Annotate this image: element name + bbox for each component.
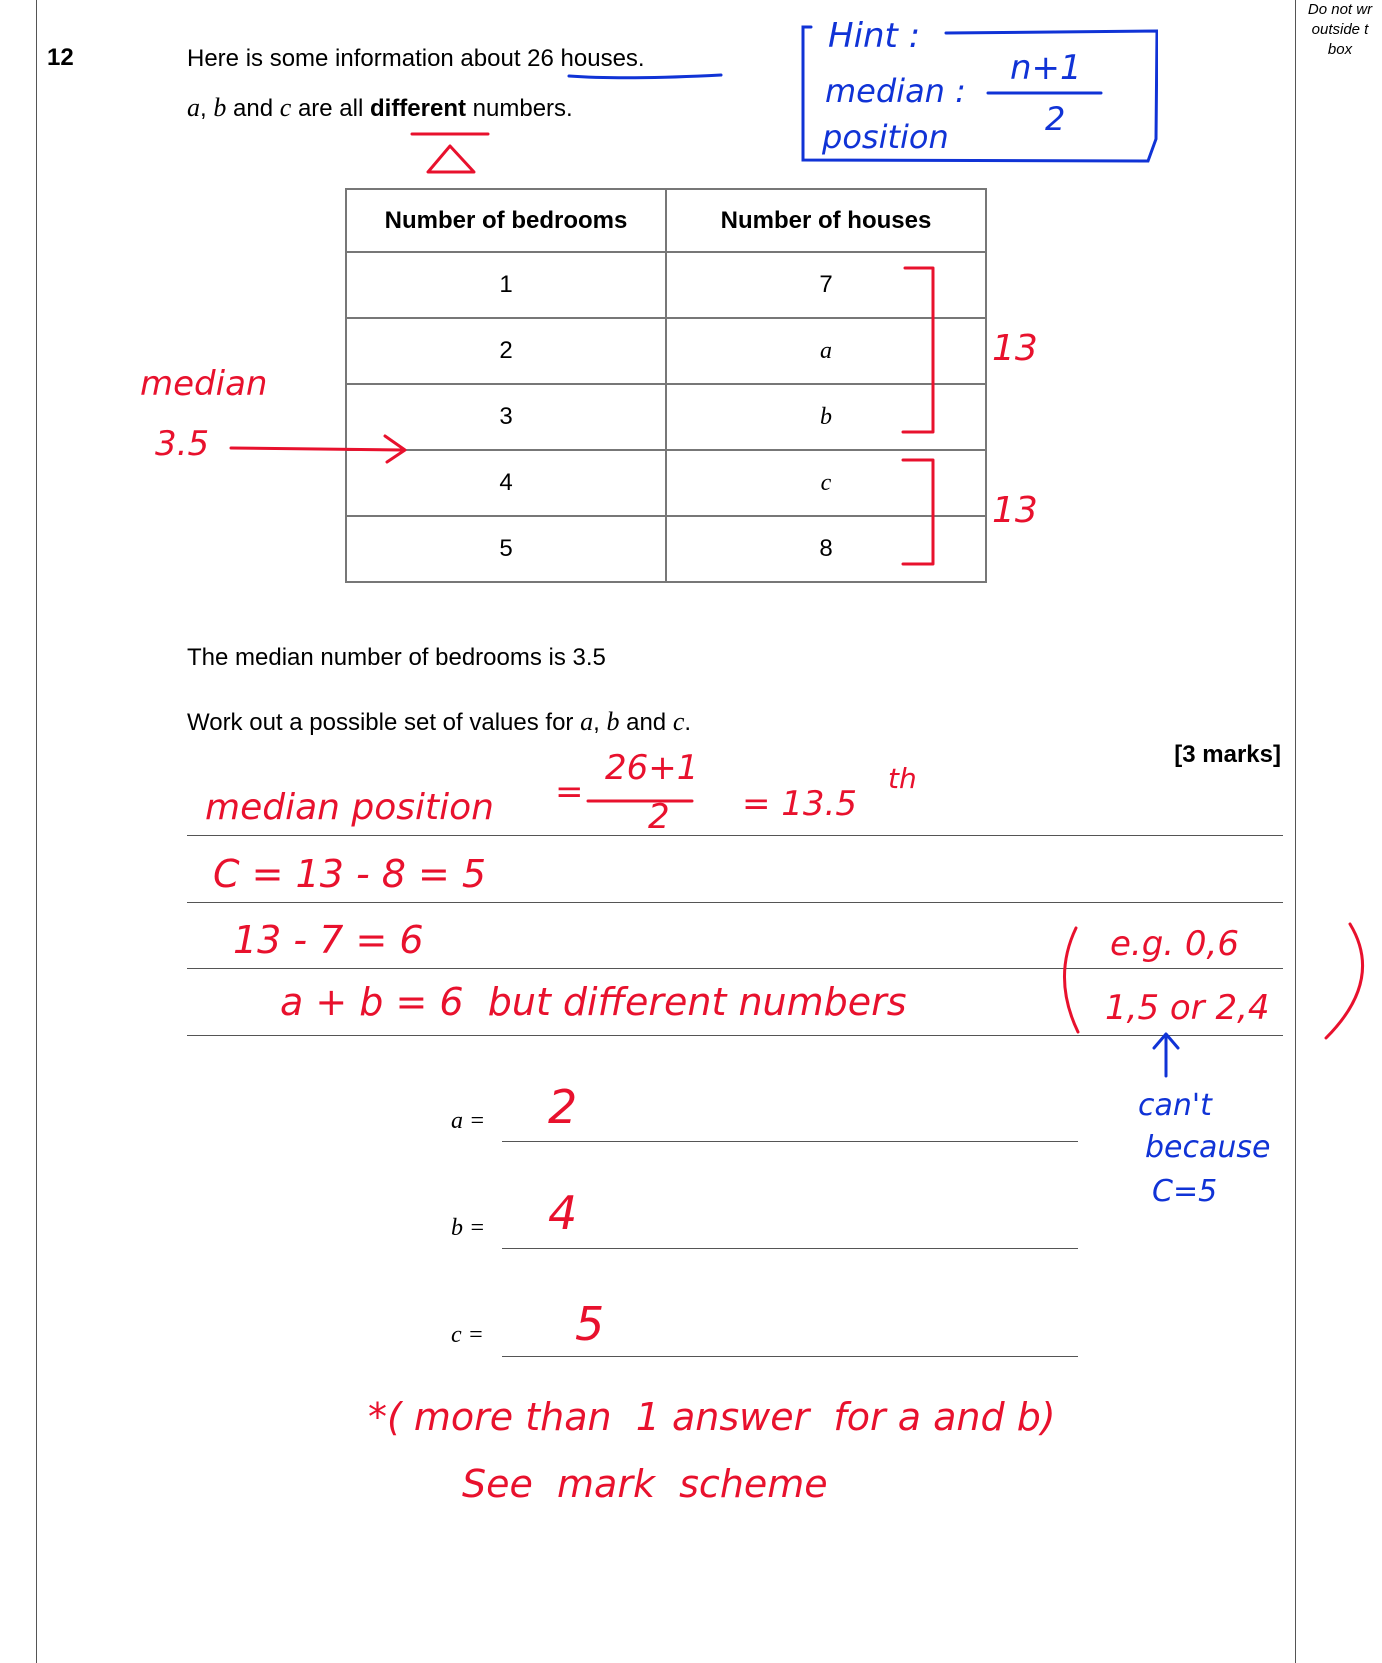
underline-mark bbox=[565, 70, 725, 84]
working-line bbox=[187, 902, 1283, 903]
table-row bbox=[346, 450, 986, 516]
marks-label: [3 marks] bbox=[1174, 741, 1281, 768]
example-line-1: e.g. 0,6 bbox=[1110, 924, 1239, 964]
cant-note-line-3: C=5 bbox=[1152, 1174, 1218, 1209]
question-intro: Here is some information about 26 houses. bbox=[187, 45, 645, 72]
up-arrow-icon bbox=[1148, 1030, 1188, 1080]
working-line-sum: a + b = 6 but different numbers bbox=[280, 980, 907, 1024]
table-cell: 1 bbox=[346, 252, 666, 318]
table-row bbox=[346, 384, 986, 450]
table-cell: 5 bbox=[346, 516, 666, 582]
working-line-subtract: 13 - 7 = 6 bbox=[233, 918, 424, 962]
working-result: = 13.5 bbox=[742, 784, 857, 824]
work-out-instruction: Work out a possible set of values for a, b and c. bbox=[187, 707, 692, 736]
answer-b-label: b = bbox=[451, 1215, 486, 1241]
bracket-total-bottom: 13 bbox=[992, 490, 1038, 531]
answer-c-line[interactable] bbox=[502, 1356, 1078, 1357]
question-number: 12 bbox=[47, 44, 74, 71]
table-cell: b bbox=[666, 384, 986, 450]
left-margin-line bbox=[36, 0, 37, 1663]
working-superscript: th bbox=[888, 762, 917, 795]
hint-denominator: 2 bbox=[1045, 100, 1066, 138]
footnote-line-2: See mark scheme bbox=[462, 1462, 828, 1506]
table-header-row bbox=[346, 189, 986, 252]
table-row bbox=[346, 516, 986, 582]
answer-c-value: 5 bbox=[575, 1297, 605, 1351]
hint-title: Hint : bbox=[828, 16, 921, 56]
arrow-icon bbox=[225, 432, 415, 466]
answer-a-label: a = bbox=[451, 1108, 486, 1134]
table-cell: 4 bbox=[346, 450, 666, 516]
margin-note: Do not wr outside t box bbox=[1307, 1, 1373, 58]
working-line-c: C = 13 - 8 = 5 bbox=[213, 852, 487, 896]
cant-note-line-1: can't bbox=[1138, 1088, 1212, 1123]
hint-median-label: median : bbox=[825, 72, 966, 110]
table-row bbox=[346, 252, 986, 318]
triangle-icon bbox=[400, 128, 500, 178]
answer-b-value: 4 bbox=[548, 1186, 578, 1240]
table-header: Number of houses bbox=[666, 189, 986, 252]
table-cell: 8 bbox=[666, 516, 986, 582]
bracket-mark bbox=[895, 262, 945, 572]
table-row bbox=[346, 318, 986, 384]
table-cell: 2 bbox=[346, 318, 666, 384]
answer-b-line[interactable] bbox=[502, 1248, 1078, 1249]
table-cell: a bbox=[666, 318, 986, 384]
working-numerator: 26+1 bbox=[605, 748, 699, 788]
bracket-total-top: 13 bbox=[992, 328, 1038, 369]
table-header: Number of bedrooms bbox=[346, 189, 666, 252]
side-median-label: median bbox=[140, 364, 268, 404]
hint-position-label: position bbox=[822, 118, 949, 156]
example-line-2: 1,5 or 2,4 bbox=[1105, 988, 1270, 1028]
hint-numerator: n+1 bbox=[1010, 48, 1082, 88]
houses-table bbox=[345, 188, 987, 583]
answer-a-line[interactable] bbox=[502, 1141, 1078, 1142]
working-median-position: median position bbox=[205, 787, 494, 828]
working-line bbox=[187, 835, 1283, 836]
working-denominator: 2 bbox=[648, 797, 670, 837]
table-cell: 3 bbox=[346, 384, 666, 450]
fraction-bar bbox=[585, 797, 695, 805]
right-margin-line bbox=[1295, 0, 1296, 1663]
answer-a-value: 2 bbox=[548, 1080, 578, 1134]
table-cell: 7 bbox=[666, 252, 986, 318]
answer-c-label: c = bbox=[451, 1322, 484, 1348]
table-cell: c bbox=[666, 450, 986, 516]
working-equals: = bbox=[555, 772, 584, 812]
footnote-line-1: *( more than 1 answer for a and b) bbox=[368, 1395, 1056, 1439]
side-median-value: 3.5 bbox=[155, 424, 210, 464]
median-statement: The median number of bedrooms is 3.5 bbox=[187, 644, 606, 671]
cant-note-line-2: because bbox=[1145, 1130, 1271, 1165]
question-line-2: a, b and c are all different numbers. bbox=[187, 93, 573, 122]
